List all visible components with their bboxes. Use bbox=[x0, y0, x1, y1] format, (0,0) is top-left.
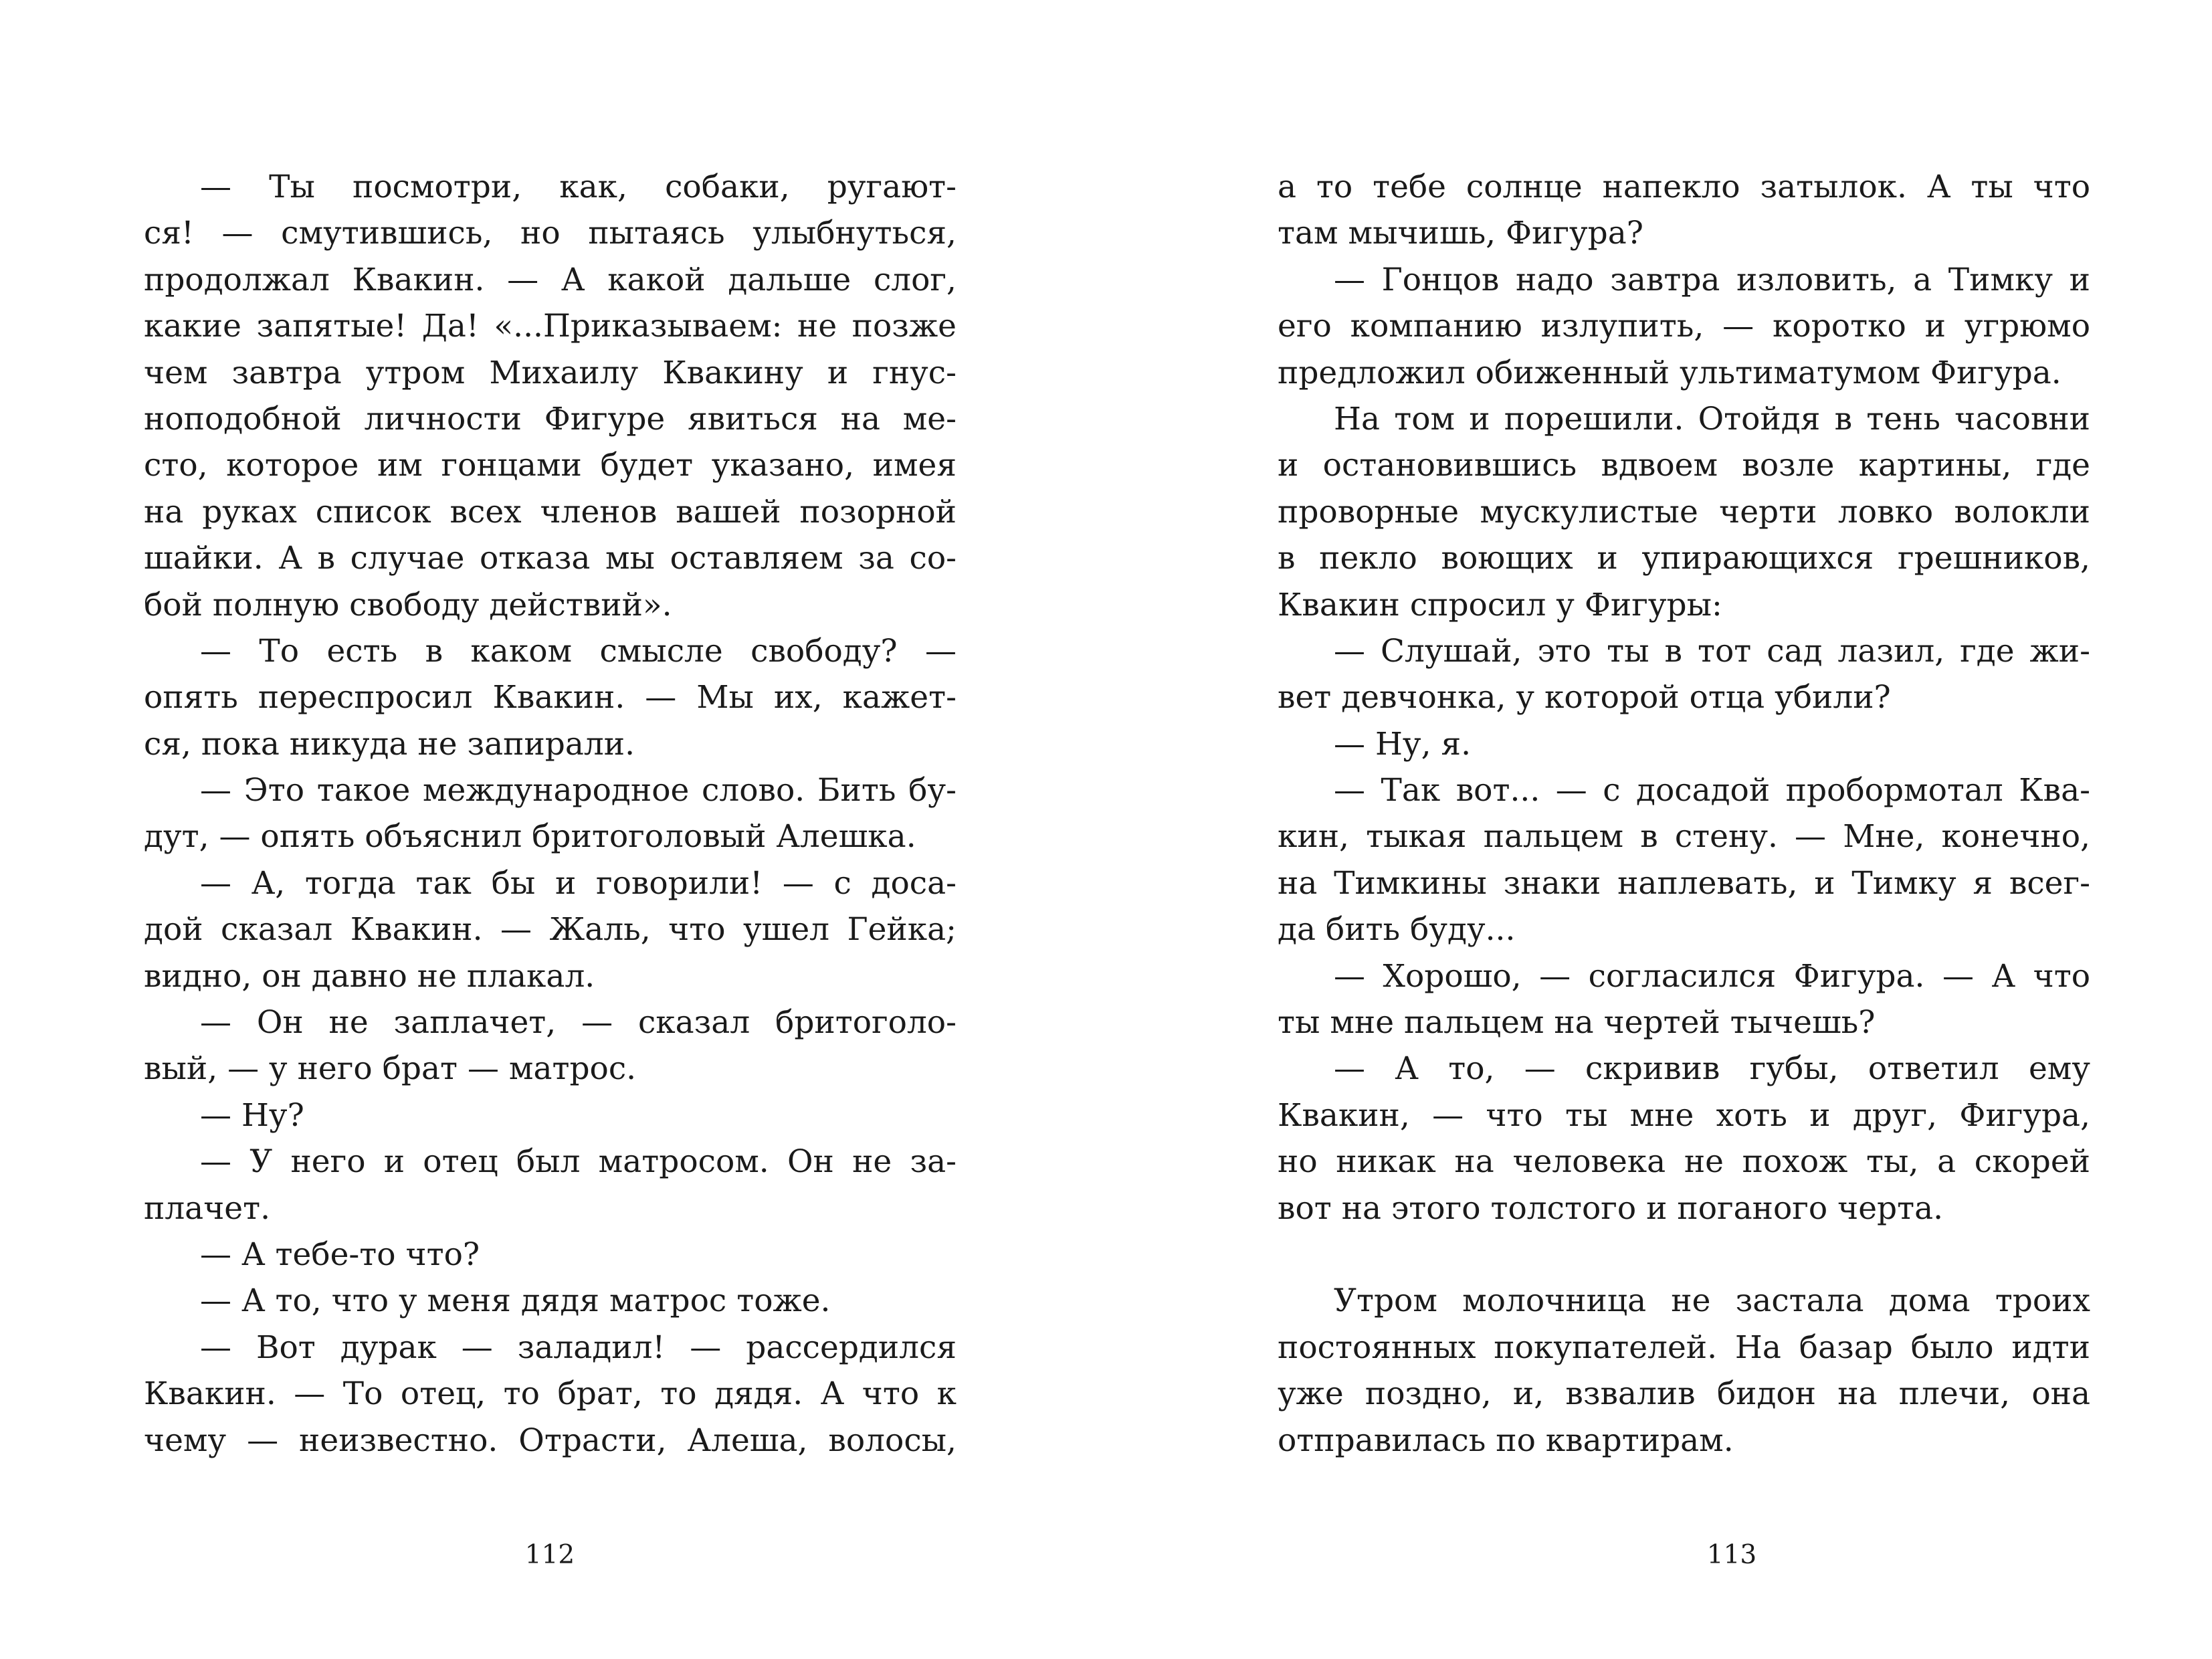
text-line: плачет. bbox=[144, 1189, 271, 1227]
text-line: видно, он давно не плакал. bbox=[144, 957, 595, 995]
text-line: продолжал Квакин. — А какой дальше слог, bbox=[144, 261, 957, 298]
left-page-text bbox=[144, 164, 957, 1464]
text-line: дой сказал Квакин. — Жаль, что ушел Гейка; bbox=[144, 911, 957, 949]
right-page-number: 113 bbox=[1706, 1540, 1757, 1570]
text-line: — А то, — скривив губы, ответил ему bbox=[1334, 1050, 2090, 1088]
text-line: в пекло воющих и упирающихся грешников, bbox=[1278, 540, 2090, 577]
text-line: проворные мускулистые черти ловко волокли bbox=[1278, 493, 2090, 530]
text-line: там мычишь, Фигура? bbox=[1278, 215, 1643, 252]
text-line: опять переспросил Квакин. — Мы их, кажет- bbox=[144, 679, 957, 716]
text-line: но никак на человека не похож ты, а скорей bbox=[1278, 1143, 2090, 1181]
text-line: Квакин, — что ты мне хоть и друг, Фигура, bbox=[1278, 1096, 2090, 1134]
text-line: а то тебе солнце напекло затылок. А ты что bbox=[1278, 169, 2090, 205]
text-line: — Хорошо, — согласился Фигура. — А что bbox=[1334, 957, 2090, 995]
text-line: На том и порешили. Отойдя в тень часовни bbox=[1334, 400, 2090, 437]
text-line: отправилась по квартирам. bbox=[1278, 1422, 1734, 1459]
text-line: постоянных покупателей. На базар было идти bbox=[1278, 1329, 2090, 1366]
text-line: — Так вот... — с досадой пробормотал Ква- bbox=[1334, 772, 2090, 809]
text-line: — То есть в каком смысле свободу? — bbox=[200, 632, 957, 670]
text-line: и остановившись вдвоем возле картины, где bbox=[1278, 447, 2090, 484]
text-line: кин, тыкая пальцем в стену. — Мне, конечно, bbox=[1278, 818, 2090, 856]
text-line: — А то, что у меня дядя матрос тоже. bbox=[200, 1282, 831, 1320]
text-line: его компанию излупить, — коротко и угрюмо bbox=[1278, 308, 2090, 345]
text-line: — Ты посмотри, как, собаки, ругают- bbox=[200, 169, 957, 205]
text-line: — Он не заплачет, — сказал бритоголо- bbox=[200, 1004, 957, 1042]
text-line: вый, — у него брат — матрос. bbox=[144, 1050, 637, 1088]
left-page-number: 112 bbox=[524, 1540, 575, 1570]
text-line: — Вот дурак — заладил! — рассердился bbox=[200, 1329, 957, 1366]
text-line: Утром молочница не застала дома троих bbox=[1334, 1282, 2090, 1320]
text-line: ноподобной личности Фигуре явиться на ме- bbox=[144, 400, 957, 437]
text-line: Квакин спросил у Фигуры: bbox=[1278, 586, 1722, 623]
text-line: — У него и отец был матросом. Он не за- bbox=[200, 1143, 957, 1181]
text-line: ся, пока никуда не запирали. bbox=[144, 725, 635, 763]
text-line: уже поздно, и, взвалив бидон на плечи, она bbox=[1278, 1375, 2090, 1413]
text-line: — Гонцов надо завтра изловить, а Тимку и bbox=[1334, 261, 2090, 298]
text-line: сто, которое им гонцами будет указано, имея bbox=[144, 447, 957, 484]
text-line: вот на этого толстого и поганого черта. bbox=[1278, 1189, 1944, 1227]
text-line: — А, тогда так бы и говорили! — с доса- bbox=[200, 864, 957, 902]
right-page-text bbox=[1278, 164, 2090, 1464]
text-line: чему — неизвестно. Отрасти, Алеша, волосы, bbox=[144, 1422, 957, 1459]
text-line: — Ну? bbox=[200, 1096, 304, 1134]
text-line: на Тимкины знаки наплевать, и Тимку я всег- bbox=[1278, 864, 2090, 902]
right-page bbox=[1106, 0, 2212, 1659]
text-line: ся! — смутившись, но пытаясь улыбнуться, bbox=[144, 215, 957, 252]
text-line: — А тебе-то что? bbox=[200, 1236, 480, 1273]
text-line: — Ну, я. bbox=[1334, 725, 1472, 763]
text-line: дут, — опять объяснил бритоголовый Алешка. bbox=[144, 818, 916, 856]
text-line: на руках список всех членов вашей позорной bbox=[144, 493, 957, 530]
text-line: шайки. А в случае отказа мы оставляем за со- bbox=[144, 540, 957, 577]
text-line: да бить буду... bbox=[1278, 911, 1516, 949]
text-line: Квакин. — То отец, то брат, то дядя. А что к bbox=[144, 1375, 957, 1413]
text-line: вет девчонка, у которой отца убили? bbox=[1278, 679, 1891, 716]
text-line: предложил обиженный ультиматумом Фигура. bbox=[1278, 354, 2062, 391]
text-line: — Это такое международное слово. Бить бу- bbox=[200, 772, 957, 809]
text-line: — Слушай, это ты в тот сад лазил, где жи- bbox=[1334, 632, 2090, 670]
text-line: какие запятые! Да! «...Приказываем: не позже bbox=[144, 308, 957, 345]
text-line: чем завтра утром Михаилу Квакину и гнус- bbox=[144, 354, 957, 391]
text-line: ты мне пальцем на чертей тычешь? bbox=[1278, 1004, 1876, 1042]
text-line: бой полную свободу действий». bbox=[144, 586, 672, 623]
text-line bbox=[1278, 1232, 2090, 1278]
